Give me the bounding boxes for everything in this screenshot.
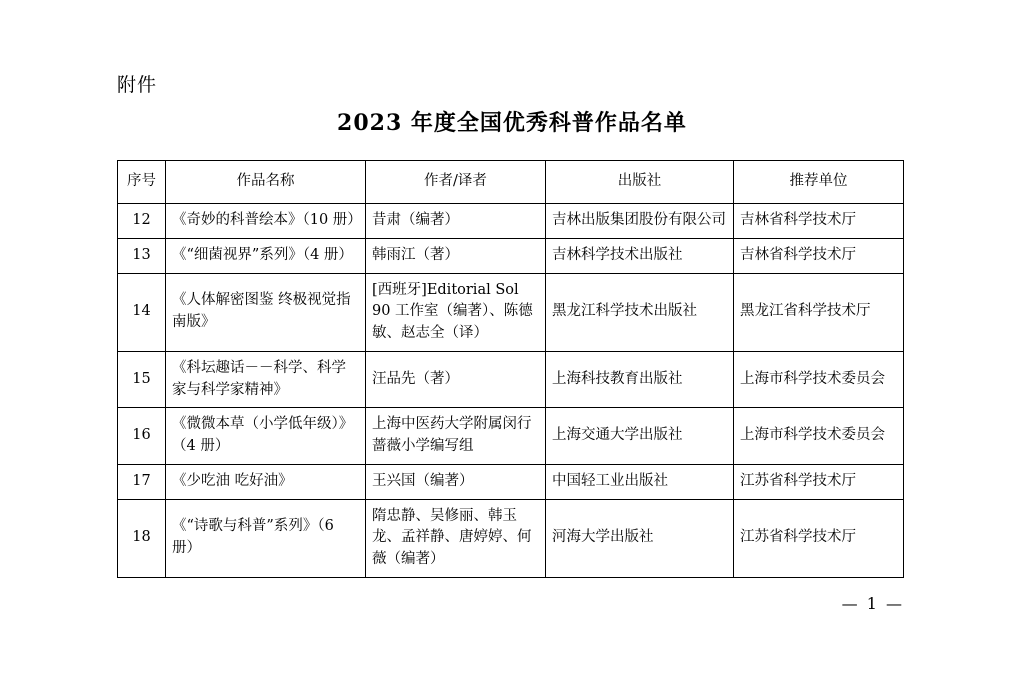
cell-author: [西班牙]Editorial Sol 90 工作室（编著）、陈德敏、赵志全（译） [366,273,546,351]
cell-author: 汪品先（著） [366,351,546,408]
cell-author: 王兴国（编著） [366,464,546,499]
page-title: 2023 年度全国优秀科普作品名单 [337,110,687,136]
cell-seq: 12 [118,204,166,239]
cell-seq: 15 [118,351,166,408]
cell-recommender: 江苏省科学技术厅 [734,464,904,499]
cell-title: 《少吃油 吃好油》 [166,464,366,499]
table-row [118,238,904,273]
cell-author: 昔肃（编著） [366,204,546,239]
cell-press: 上海科技教育出版社 [546,351,734,408]
table-header-row [118,161,904,204]
cell-author: 上海中医药大学附属闵行蔷薇小学编写组 [366,408,546,465]
cell-seq: 17 [118,464,166,499]
cell-title: 《微微本草（小学低年级）》（4 册） [166,408,366,465]
cell-title: 《奇妙的科普绘本》（10 册） [166,204,366,239]
column-header-author: 作者/译者 [366,161,546,204]
cell-author: 隋忠静、吴修丽、韩玉龙、孟祥静、唐婷婷、何薇（编著） [366,499,546,577]
attachment-label: 附件 [117,74,158,96]
cell-press: 吉林出版集团股份有限公司 [546,204,734,239]
column-header-press: 出版社 [546,161,734,204]
cell-recommender: 上海市科学技术委员会 [734,351,904,408]
table-row [118,351,904,408]
works-table [117,160,904,578]
cell-recommender: 吉林省科学技术厅 [734,204,904,239]
cell-seq: 16 [118,408,166,465]
table-row [118,499,904,577]
page-number: — 1 — [841,594,904,613]
works-table-container [117,160,903,578]
column-header-seq: 序号 [118,161,166,204]
cell-recommender: 上海市科学技术委员会 [734,408,904,465]
cell-title: 《科坛趣话－－科学、科学家与科学家精神》 [166,351,366,408]
cell-seq: 18 [118,499,166,577]
cell-recommender: 江苏省科学技术厅 [734,499,904,577]
table-row [118,408,904,465]
cell-recommender: 吉林省科学技术厅 [734,238,904,273]
cell-press: 吉林科学技术出版社 [546,238,734,273]
cell-title: 《“诗歌与科普”系列》（6 册） [166,499,366,577]
cell-press: 上海交通大学出版社 [546,408,734,465]
cell-title: 《人体解密图鉴 终极视觉指南版》 [166,273,366,351]
cell-recommender: 黑龙江省科学技术厅 [734,273,904,351]
cell-author: 韩雨江（著） [366,238,546,273]
cell-press: 黑龙江科学技术出版社 [546,273,734,351]
table-row [118,273,904,351]
cell-seq: 14 [118,273,166,351]
table-row [118,204,904,239]
cell-press: 河海大学出版社 [546,499,734,577]
column-header-title: 作品名称 [166,161,366,204]
table-row [118,464,904,499]
column-header-recommender: 推荐单位 [734,161,904,204]
cell-seq: 13 [118,238,166,273]
cell-title: 《“细菌视界”系列》（4 册） [166,238,366,273]
cell-press: 中国轻工业出版社 [546,464,734,499]
